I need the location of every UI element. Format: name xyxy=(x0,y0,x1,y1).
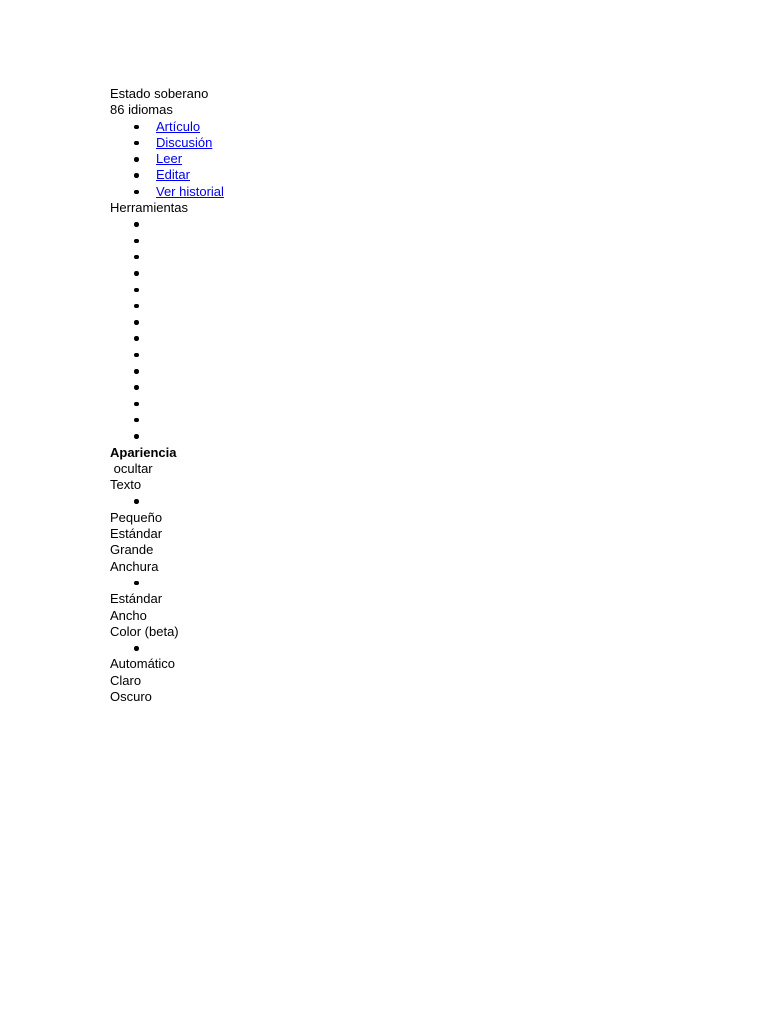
text-size-option-large[interactable]: Grande xyxy=(110,542,154,558)
tools-list-item xyxy=(110,396,670,412)
tools-list-item xyxy=(110,282,670,298)
width-option-wide[interactable]: Ancho xyxy=(110,607,147,623)
tools-list-item xyxy=(110,314,670,330)
tools-list-item xyxy=(110,347,670,363)
text-size-option-small[interactable]: Pequeño xyxy=(110,509,163,525)
tools-list-item xyxy=(110,330,670,346)
tab-history-link[interactable]: Ver historial xyxy=(156,183,224,199)
appearance-hide-button[interactable]: ocultar xyxy=(110,460,153,476)
tools-list-item xyxy=(110,412,670,428)
color-option-dark[interactable]: Oscuro xyxy=(110,688,152,704)
page-content xyxy=(110,86,670,705)
tab-discussion-link[interactable]: Discusión xyxy=(156,134,213,150)
width-label: Anchura xyxy=(110,558,159,574)
tools-list-item xyxy=(110,216,670,232)
tools-list-item xyxy=(110,265,670,281)
color-option-automatic[interactable]: Automático xyxy=(110,656,176,672)
tools-list-item xyxy=(110,379,670,395)
color-label: Color (beta) xyxy=(110,623,179,639)
tools-list-item xyxy=(110,363,670,379)
text-size-option-standard[interactable]: Estándar xyxy=(110,526,163,542)
tab-article-link[interactable]: Artículo xyxy=(156,118,201,134)
tab-edit-link[interactable]: Editar xyxy=(156,167,190,183)
tab-history xyxy=(110,184,670,200)
width-option-standard[interactable]: Estándar xyxy=(110,591,163,607)
tools-list xyxy=(110,216,670,444)
tab-edit xyxy=(110,167,670,183)
width-list-item xyxy=(110,575,670,591)
text-size-label: Texto xyxy=(110,477,142,493)
tools-list-item xyxy=(110,233,670,249)
text-size-list-item xyxy=(110,493,670,509)
languages-link[interactable]: 86 idiomas xyxy=(110,102,173,118)
tab-read xyxy=(110,151,670,167)
tools-label[interactable]: Herramientas xyxy=(110,200,189,216)
color-list-item xyxy=(110,640,670,656)
tools-list-item xyxy=(110,428,670,444)
tools-list-item xyxy=(110,298,670,314)
tab-article xyxy=(110,119,670,135)
color-option-light[interactable]: Claro xyxy=(110,672,142,688)
page-title: Estado soberano xyxy=(110,86,209,101)
appearance-heading: Apariencia xyxy=(110,444,177,460)
tab-discussion xyxy=(110,135,670,151)
views-list xyxy=(110,119,670,200)
tools-list-item xyxy=(110,249,670,265)
tab-read-link[interactable]: Leer xyxy=(156,151,183,167)
